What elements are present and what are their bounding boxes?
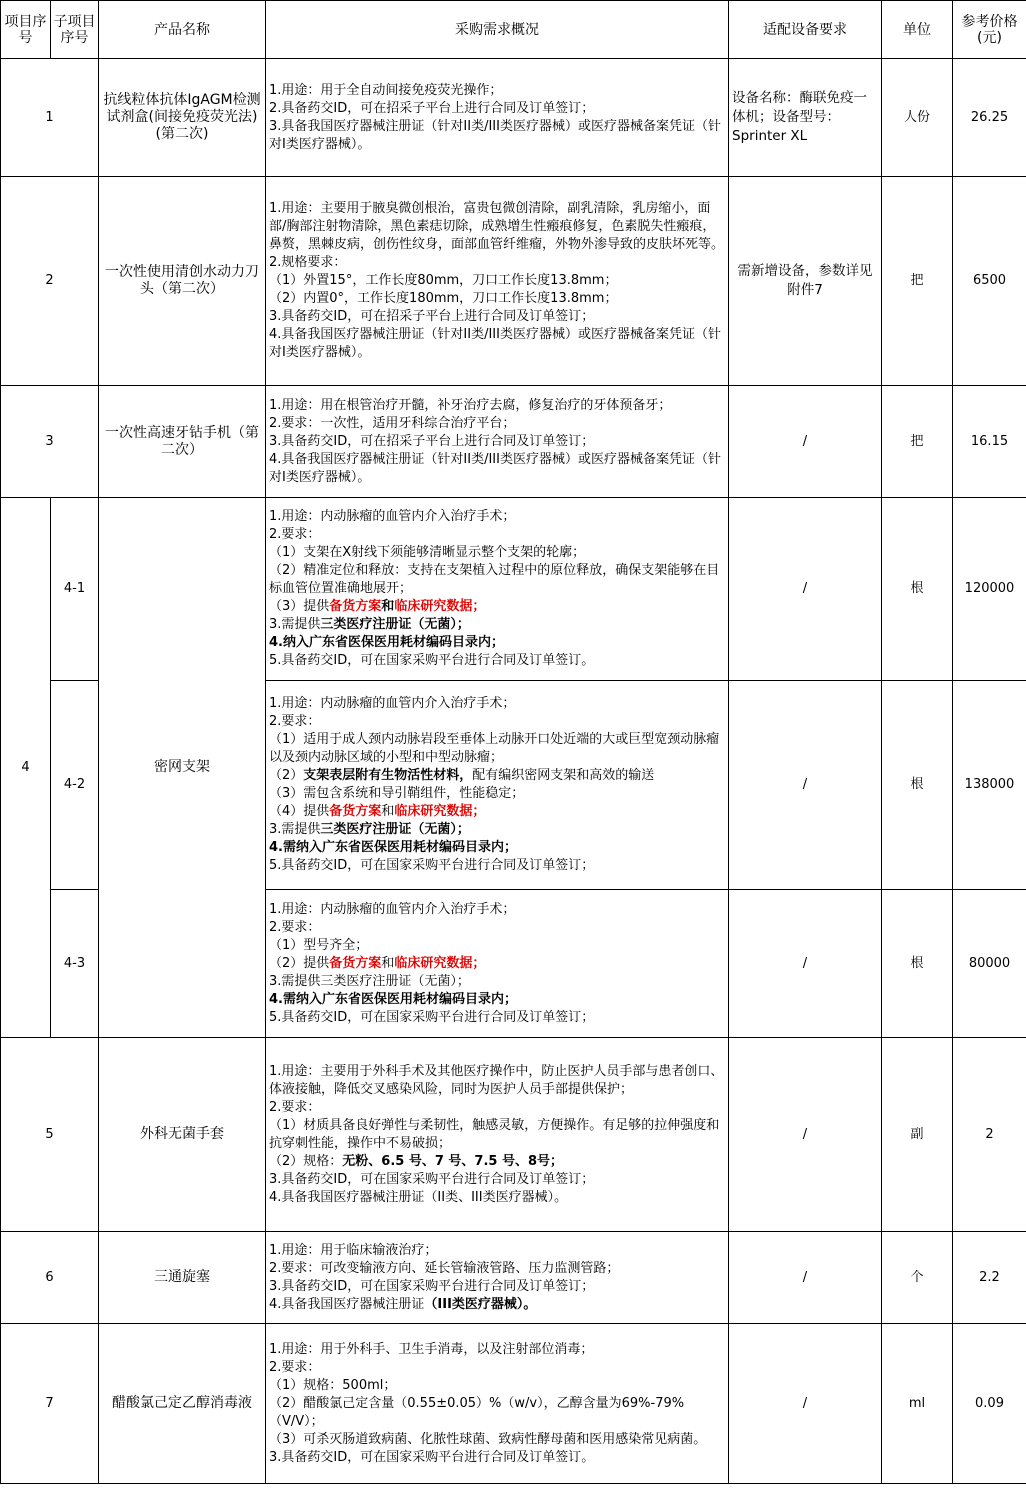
- requirement-text: 3.具备药交ID，可在国家采购平台进行合同及订单签订；: [269, 1171, 595, 1187]
- requirement-line: [269, 1242, 725, 1260]
- unit: 根: [882, 498, 953, 681]
- requirement-line: [269, 1153, 725, 1171]
- requirement-text: （3）需包含系统和导引鞘组件，性能稳定；: [269, 786, 525, 801]
- requirement-text: 3.具备我国医疗器械注册证（针对II类/III类医疗器械）或医疗器械备案凭证（针对I类医疗器械）。: [269, 118, 721, 152]
- item-no: 4: [1, 498, 51, 1038]
- header-product: 产品名称: [99, 1, 266, 59]
- requirement-text: 3.需提供三类医疗注册证（无菌）；: [269, 973, 470, 989]
- requirement-text: （1）规格：500ml；: [269, 1377, 397, 1393]
- requirement-text: （1）适用于成人颈内动脉岩段至垂体上动脉开口处近端的大或巨型宽颈动脉瘤以及颈内动脉区域的小型和中型动脉瘤；: [269, 732, 720, 765]
- item-no: 5: [1, 1038, 99, 1232]
- requirement-line: [269, 1009, 725, 1027]
- price: 26.25: [953, 59, 1026, 177]
- requirement-line: [269, 973, 725, 991]
- requirement-text: （3）可杀灭肠道致病菌、化脓性球菌、致病性酵母菌和医用感染常见病菌。: [269, 1431, 707, 1447]
- requirement-text: 3.具备药交ID，可在国家采购平台进行合同及订单签订。: [269, 1449, 595, 1465]
- header-device: 适配设备要求: [729, 1, 882, 59]
- requirement-text: （III类医疗器械）。: [424, 1296, 537, 1312]
- header-unit: 单位: [882, 1, 953, 59]
- requirement-text: 临床研究数据；: [394, 804, 486, 819]
- requirement-text: 2.要求：一次性，适用牙科综合治疗平台；: [269, 415, 516, 431]
- requirement-text: 2.要求：: [269, 1359, 321, 1375]
- requirement-text: 2.具备药交ID，可在招采子平台上进行合同及订单签订；: [269, 100, 595, 116]
- requirements: [266, 1324, 729, 1484]
- device-requirement: /: [729, 1038, 882, 1232]
- requirement-text: 4.具备我国医疗器械注册证（针对II类/III类医疗器械）或医疗器械备案凭证（针对I类医疗器械）。: [269, 327, 721, 360]
- requirement-line: [269, 1063, 725, 1099]
- requirement-text: 1.用途：用在根管治疗开髓，补牙治疗去腐，修复治疗的牙体预备牙；: [269, 397, 672, 413]
- requirement-text: 4.需纳入广东省医保医用耗材编码目录内；: [269, 991, 517, 1007]
- requirement-line: [269, 1260, 725, 1278]
- requirement-text: （2）提供: [269, 955, 330, 971]
- requirements: [266, 59, 729, 177]
- requirement-line: [269, 785, 725, 803]
- requirement-text: 无粉、6.5 号、7 号、7.5 号、8号；: [342, 1153, 564, 1169]
- requirement-line: [269, 955, 725, 973]
- requirement-line: [269, 857, 725, 875]
- requirements: [266, 386, 729, 498]
- requirement-text: 2.要求：: [269, 714, 321, 729]
- item-no: 2: [1, 177, 99, 386]
- price: 0.09: [953, 1324, 1026, 1484]
- requirement-line: [269, 397, 725, 415]
- price: 2: [953, 1038, 1026, 1232]
- header-sub-no: 子项目序号: [51, 1, 99, 59]
- requirement-line: [269, 731, 725, 767]
- requirement-text: 3.具备药交ID，可在招采子平台上进行合同及订单签订；: [269, 309, 595, 324]
- header-item-no: 项目序号: [1, 1, 51, 59]
- requirement-text: （1）支架在X射线下须能够清晰显示整个支架的轮廓；: [269, 545, 586, 560]
- table-row: [1, 1232, 1026, 1324]
- requirement-text: 4.具备我国医疗器械注册证: [269, 1296, 425, 1312]
- requirement-text: 1.用途：主要用于腋臭微创根治，富贵包微创清除，副乳清除，乳房缩小，面部/胸部注射物清除，黑色素痣切除，成熟增生性瘢痕修复，色素脱失性瘢痕，鼻赘，黑棘皮病，创伤性纹身，面部血管纤维瘤，外物外渗导致的皮肤坏死等。: [269, 201, 725, 252]
- requirement-text: （3）提供: [269, 599, 330, 614]
- requirement-text: 5.具备药交ID，可在国家采购平台进行合同及订单签订。: [269, 653, 595, 668]
- device-requirement: /: [729, 681, 882, 890]
- requirement-line: [269, 433, 725, 451]
- device-requirement: /: [729, 498, 882, 681]
- requirement-text: 临床研究数据；: [394, 955, 486, 971]
- requirement-text: 1.用途：内动脉瘤的血管内介入治疗手术；: [269, 696, 516, 711]
- requirement-line: [269, 254, 725, 272]
- requirement-line: [269, 308, 725, 326]
- requirement-line: [269, 272, 725, 290]
- header-price: 参考价格(元): [953, 1, 1026, 59]
- requirement-text: 三类医疗注册证（无菌）；: [320, 822, 470, 837]
- requirement-text: 2.要求：: [269, 1099, 321, 1115]
- price: 80000: [953, 890, 1026, 1038]
- requirement-line: [269, 652, 725, 670]
- requirement-line: [269, 526, 725, 544]
- requirement-text: 和: [381, 955, 395, 971]
- requirement-line: [269, 803, 725, 821]
- requirement-line: [269, 821, 725, 839]
- requirement-text: 2.要求：: [269, 527, 321, 542]
- requirement-text: （2）精准定位和释放：支持在支架植入过程中的原位释放，确保支架能够在目标血管位置准确地展开；: [269, 563, 720, 596]
- requirement-line: [269, 839, 725, 857]
- requirement-line: [269, 616, 725, 634]
- requirement-text: 4.具备我国医疗器械注册证（针对II类/III类医疗器械）或医疗器械备案凭证（针对I类医疗器械）。: [269, 451, 721, 485]
- requirement-text: 配有编织密网支架和高效的输送: [472, 768, 655, 783]
- device-requirement: 需新增设备，参数详见附件7: [729, 177, 882, 386]
- requirement-text: 1.用途：用于临床输液治疗；: [269, 1242, 438, 1258]
- price: 2.2: [953, 1232, 1026, 1324]
- product-name: 一次性使用清创水动力刀头（第二次）: [99, 177, 266, 386]
- header-row: [1, 1, 1026, 59]
- requirement-line: [269, 598, 725, 616]
- requirement-line: [269, 1431, 725, 1449]
- requirement-line: [269, 544, 725, 562]
- requirement-line: [269, 290, 725, 308]
- item-no: 7: [1, 1324, 99, 1484]
- requirement-text: 3.需提供: [269, 617, 321, 632]
- requirement-line: [269, 1278, 725, 1296]
- requirements: [266, 1232, 729, 1324]
- requirement-text: 支架表层附有生物活性材料，: [303, 768, 473, 783]
- product-name: 醋酸氯己定乙醇消毒液: [99, 1324, 266, 1484]
- requirement-text: 1.用途：内动脉瘤的血管内介入治疗手术；: [269, 901, 516, 917]
- requirement-line: [269, 713, 725, 731]
- unit: ml: [882, 1324, 953, 1484]
- requirement-text: （2）规格：: [269, 1153, 343, 1169]
- unit: 根: [882, 681, 953, 890]
- price: 120000: [953, 498, 1026, 681]
- requirement-line: [269, 1341, 725, 1359]
- requirements: [266, 498, 729, 681]
- product-name: 外科无菌手套: [99, 1038, 266, 1232]
- device-requirement: /: [729, 1324, 882, 1484]
- product-name: 抗线粒体抗体IgAGM检测试剂盒(间接免疫荧光法)(第二次): [99, 59, 266, 177]
- item-no: 3: [1, 386, 99, 498]
- requirement-line: [269, 1395, 725, 1431]
- price: 16.15: [953, 386, 1026, 498]
- requirements: [266, 890, 729, 1038]
- requirement-line: [269, 1099, 725, 1117]
- unit: 根: [882, 890, 953, 1038]
- device-requirement: /: [729, 1232, 882, 1324]
- requirement-text: （1）型号齐全；: [269, 937, 369, 953]
- device-requirement: /: [729, 890, 882, 1038]
- table-row: [1, 1038, 1026, 1232]
- requirement-text: 和: [381, 804, 395, 819]
- requirement-line: [269, 1171, 725, 1189]
- requirement-line: [269, 415, 725, 433]
- requirement-line: [269, 82, 725, 100]
- requirement-text: 3.具备药交ID，可在招采子平台上进行合同及订单签订；: [269, 433, 595, 449]
- device-requirement: 设备名称：酶联免疫一体机；设备型号：Sprinter XL: [729, 59, 882, 177]
- sub-item-no: 4-3: [51, 890, 99, 1038]
- price: 138000: [953, 681, 1026, 890]
- requirement-text: 2.规格要求：: [269, 255, 347, 270]
- requirement-text: （2）内置0°，工作长度180mm，刀口工作长度13.8mm；: [269, 291, 618, 306]
- requirement-line: [269, 200, 725, 254]
- requirement-text: 2.要求：: [269, 919, 321, 935]
- requirements: [266, 177, 729, 386]
- sub-item-no: 4-2: [51, 681, 99, 890]
- table-row: [1, 1324, 1026, 1484]
- requirement-line: [269, 1377, 725, 1395]
- requirement-text: 和: [381, 599, 395, 614]
- requirement-text: （1）材质具备良好弹性与柔韧性，触感灵敏，方便操作。有足够的拉伸强度和抗穿刺性能，操作中不易破损；: [269, 1117, 720, 1151]
- requirement-line: [269, 695, 725, 713]
- requirement-line: [269, 937, 725, 955]
- requirement-text: 1.用途：内动脉瘤的血管内介入治疗手术；: [269, 509, 516, 524]
- header-requirements: 采购需求概况: [266, 1, 729, 59]
- requirement-line: [269, 118, 725, 154]
- sub-item-no: 4-1: [51, 498, 99, 681]
- requirement-line: [269, 451, 725, 487]
- table-row: [1, 177, 1026, 386]
- requirement-text: 4.纳入广东省医保医用耗材编码目录内；: [269, 635, 504, 650]
- requirement-text: 3.具备药交ID，可在国家采购平台进行合同及订单签订；: [269, 1278, 595, 1294]
- price: 6500: [953, 177, 1026, 386]
- requirements: [266, 1038, 729, 1232]
- requirement-line: [269, 991, 725, 1009]
- requirement-text: （2）醋酸氯己定含量（0.55±0.05）%（w/v），乙醇含量为69%-79%（V/V）；: [269, 1395, 685, 1429]
- requirement-text: 5.具备药交ID，可在国家采购平台进行合同及订单签订；: [269, 858, 595, 873]
- requirement-line: [269, 919, 725, 937]
- requirement-text: 备货方案: [329, 955, 382, 971]
- requirement-text: 备货方案: [329, 599, 382, 614]
- requirement-line: [269, 767, 725, 785]
- product-name: 一次性高速牙钻手机（第二次）: [99, 386, 266, 498]
- requirement-text: 备货方案: [329, 804, 382, 819]
- unit: 人份: [882, 59, 953, 177]
- table-row: [1, 386, 1026, 498]
- product-name: 三通旋塞: [99, 1232, 266, 1324]
- requirement-text: 3.需提供: [269, 822, 321, 837]
- requirement-line: [269, 508, 725, 526]
- table-row: [1, 498, 1026, 681]
- requirement-line: [269, 326, 725, 362]
- requirement-text: 1.用途：主要用于外科手术及其他医疗操作中，防止医护人员手部与患者创口、体液接触，降低交叉感染风险，同时为医护人员手部提供保护；: [269, 1063, 724, 1097]
- table-row: [1, 59, 1026, 177]
- requirement-line: [269, 1359, 725, 1377]
- requirement-text: 5.具备药交ID，可在国家采购平台进行合同及订单签订；: [269, 1009, 595, 1025]
- requirements: [266, 681, 729, 890]
- requirement-text: 临床研究数据；: [394, 599, 486, 614]
- requirement-text: （2）: [269, 768, 304, 783]
- requirement-line: [269, 1296, 725, 1314]
- item-no: 1: [1, 59, 99, 177]
- requirement-line: [269, 1189, 725, 1207]
- requirement-text: 三类医疗注册证（无菌）；: [320, 617, 470, 632]
- unit: 副: [882, 1038, 953, 1232]
- item-no: 6: [1, 1232, 99, 1324]
- requirement-line: [269, 634, 725, 652]
- requirement-line: [269, 100, 725, 118]
- requirement-line: [269, 1117, 725, 1153]
- requirement-text: （1）外置15°，工作长度80mm，刀口工作长度13.8mm；: [269, 273, 618, 288]
- requirement-line: [269, 562, 725, 598]
- requirement-text: （4）提供: [269, 804, 330, 819]
- unit: 个: [882, 1232, 953, 1324]
- device-requirement: /: [729, 386, 882, 498]
- product-name: 密网支架: [99, 498, 266, 1038]
- requirement-text: 1.用途：用于外科手、卫生手消毒，以及注射部位消毒；: [269, 1341, 594, 1357]
- requirement-text: 4.需纳入广东省医保医用耗材编码目录内；: [269, 840, 517, 855]
- requirement-line: [269, 1449, 725, 1467]
- requirement-text: 1.用途：用于全自动间接免疫荧光操作；: [269, 82, 503, 98]
- unit: 把: [882, 386, 953, 498]
- unit: 把: [882, 177, 953, 386]
- requirement-text: 4.具备我国医疗器械注册证（II类、III类医疗器械）。: [269, 1189, 568, 1205]
- requirement-text: 2.要求：可改变输液方向、延长管输液管路、压力监测管路；: [269, 1260, 620, 1276]
- requirement-line: [269, 901, 725, 919]
